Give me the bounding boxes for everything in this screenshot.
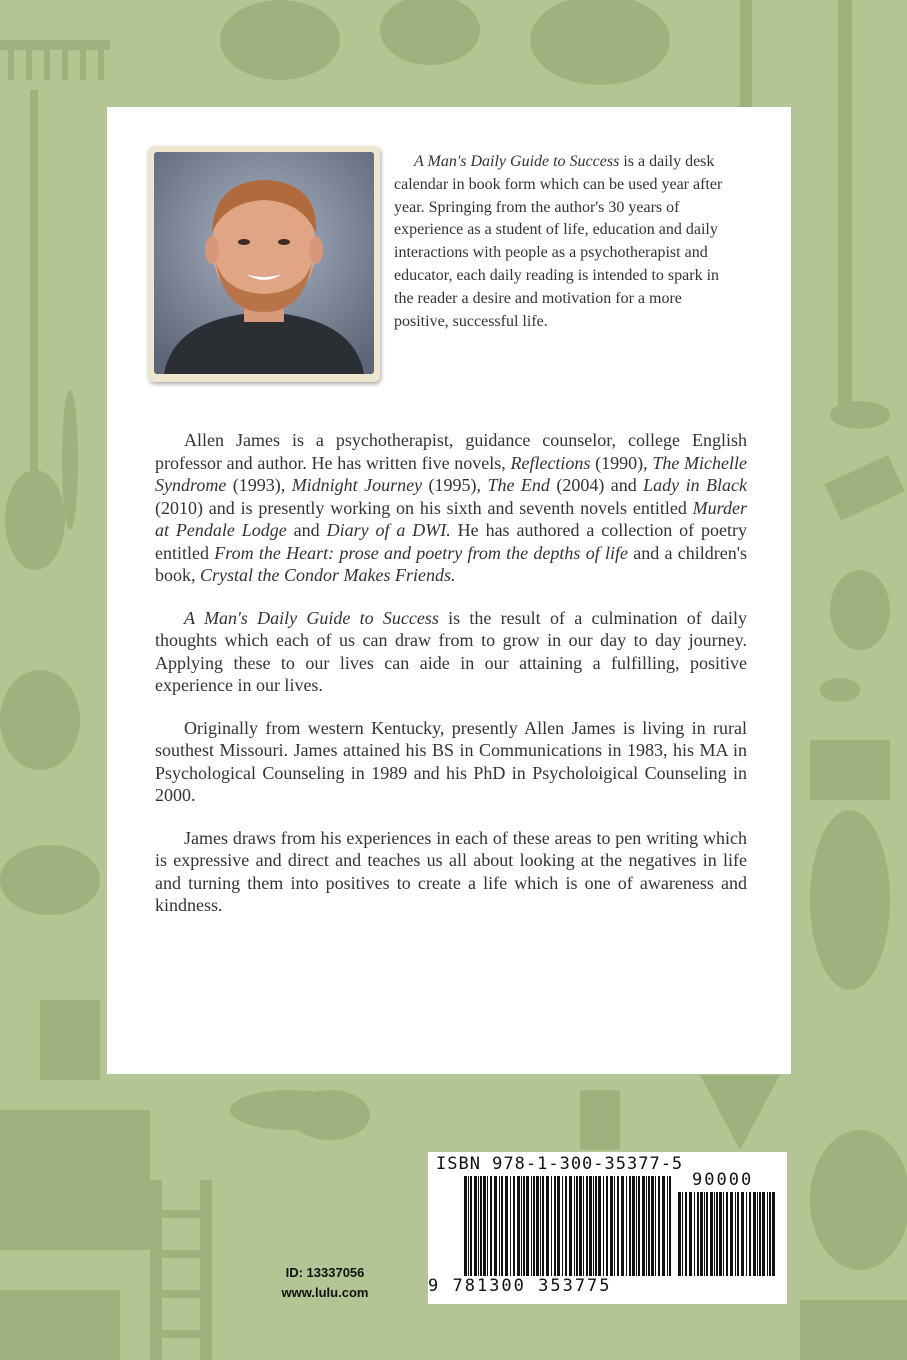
book-title: The End [487,475,550,495]
barcode-bar [470,1176,472,1276]
text-panel [107,107,791,1074]
barcode-bar [589,1176,592,1276]
barcode-bar [546,1176,549,1276]
barcode-bar [694,1192,695,1276]
barcode-bar [632,1176,635,1276]
publisher-site: www.lulu.com [281,1285,369,1300]
barcode-bar [667,1176,668,1276]
barcode-bar [685,1192,687,1276]
barcode-bar [726,1192,728,1276]
bio-text: (1993), [226,475,292,495]
barcode-bar [586,1176,588,1276]
barcode-bar [719,1192,722,1276]
barcode-bar [716,1192,718,1276]
bio-paragraph-2 [155,607,747,697]
barcode-bar [501,1176,503,1276]
bio-text: (1995), [422,475,488,495]
barcode-bar [730,1192,733,1276]
barcode-bar [769,1192,771,1276]
barcode-bar [626,1176,627,1276]
barcode-bar [723,1192,724,1276]
book-title: Midnight Journey [291,475,423,495]
barcode-bar [735,1192,736,1276]
price-code: 90000 [692,1170,754,1190]
barcode-bar [757,1192,758,1276]
barcode-bar [638,1176,640,1276]
barcode-bar [669,1176,671,1276]
barcode-bar [646,1176,647,1276]
barcode-bar [598,1176,601,1276]
isbn-barcode [428,1152,787,1304]
bio-text: He has authored a collection of poetry entitled [155,520,747,563]
barcode-bars [464,1176,674,1276]
bio-text: and a children's book, [155,542,747,585]
barcode-bar [565,1176,567,1276]
bio-text: (2004) and [549,475,644,495]
barcode-bar [710,1192,713,1276]
book-title: The Michelle Syndrome [155,452,747,495]
barcode-bar [474,1176,477,1276]
barcode-bar [617,1176,619,1276]
barcode-bar [574,1176,575,1276]
author-photo [154,152,374,374]
bio-paragraph-1 [155,429,747,587]
book-blurb [394,151,734,333]
barcode-bar [510,1176,511,1276]
barcode-digits: 9 781300 353775 [428,1276,612,1296]
barcode-bar [714,1192,715,1276]
book-title: A Man's Daily Guide to Success [184,607,439,628]
barcode-bar [753,1192,756,1276]
barcode-bar [595,1176,597,1276]
book-title: Crystal the Condor Makes Friends. [200,565,456,585]
book-title: Murder at Pendale Lodge [155,497,747,540]
bio-paragraph-3: Originally from western Kentucky, presently Allen James is living in rural southest Missouri. James attained his BS in Communications in 1983, his MA in Psychological Counseling in 1989 and his PhD in Psycholoigical Counseling in 2000. [155,717,747,805]
barcode-bar [583,1176,584,1276]
barcode-bar [523,1176,525,1276]
barcode-bar [772,1192,775,1276]
barcode-bar [517,1176,520,1276]
barcode-bar [610,1176,613,1276]
barcode-bar [490,1176,492,1276]
blurb-text: is a daily desk calendar in book form which can be used year after year. Springing from the author's 30 years of experience as a student of life, education and daily interactions with people as a psychotherapist and educator, each daily reading is intended to spark in the reader a desire and motivation for a more positive, successful life. [394,153,723,330]
barcode-bar [762,1192,765,1276]
barcode-bar [603,1176,604,1276]
book-title: Reflections [510,452,591,473]
book-title: From the Heart: prose and poetry from the depths of life [214,542,628,563]
barcode-bar [614,1176,615,1276]
isbn-label: ISBN 978-1-300-35377-5 [436,1154,684,1174]
barcode-bar [551,1176,552,1276]
bio-text: (1990), [590,452,653,473]
barcode-bar [531,1176,532,1276]
author-bio [155,429,747,937]
barcode-bar [706,1192,708,1276]
barcode-bar [621,1176,624,1276]
barcode-bar [494,1176,497,1276]
barcode-bar [678,1192,681,1276]
barcode-bar [689,1192,692,1276]
barcode-bar [682,1192,683,1276]
barcode-bar [746,1192,747,1276]
publisher-id: ID: 13337056 [285,1265,365,1280]
barcode-bar [499,1176,500,1276]
barcode-bar [697,1192,699,1276]
barcode-bar [557,1176,560,1276]
barcode-bar [540,1176,541,1276]
barcode-bar [468,1176,469,1276]
barcode-bar [737,1192,739,1276]
barcode-bar [629,1176,631,1276]
barcode-bar [636,1176,637,1276]
barcode-bar [464,1176,467,1276]
barcode-bar [533,1176,535,1276]
barcode-bar [648,1176,650,1276]
barcode-bar [704,1192,705,1276]
barcode-bar [767,1192,768,1276]
barcode-bar [562,1176,563,1276]
barcode-bar [593,1176,594,1276]
barcode-addon-bars [678,1192,778,1276]
barcode-bar [579,1176,582,1276]
barcode-bar [554,1176,556,1276]
barcode-bar [651,1176,654,1276]
barcode-bar [478,1176,479,1276]
blurb-book-title: A Man's Daily Guide to Success [414,153,620,170]
barcode-bar [513,1176,515,1276]
barcode-bar [576,1176,578,1276]
barcode-bar [662,1176,665,1276]
barcode-bar [487,1176,488,1276]
book-title: Diary of a DWI. [326,520,451,540]
barcode-bar [542,1176,544,1276]
barcode-bar [642,1176,645,1276]
author-photo-frame [148,146,380,382]
barcode-bar [606,1176,608,1276]
barcode-bar [655,1176,656,1276]
barcode-bar [526,1176,529,1276]
barcode-bar [480,1176,482,1276]
barcode-bar [749,1192,751,1276]
barcode-bar [536,1176,539,1276]
book-title: Lady in Black [643,475,747,495]
barcode-bar [521,1176,522,1276]
barcode-bar [505,1176,508,1276]
barcode-bar [700,1192,703,1276]
barcode-bar [483,1176,486,1276]
bio-text: Allen James is a psychotherapist, guidance counselor, college English professor and author. He has written five novels, [155,430,747,473]
bio-paragraph-4: James draws from his experiences in each of these areas to pen writing which is expressive and direct and teaches us all about looking at the negatives in life and turning them into positives to create a life which is one of awareness and kindness. [155,827,747,915]
barcode-bar [759,1192,761,1276]
barcode-bar [741,1192,744,1276]
bio-text: is the result of a culmination of daily thoughts which each of us can draw from to grow in our day to day journey. Applying these to our lives can aide in our attaining a fulfilling, positive experience in our lives. [155,607,747,695]
bio-text: (2010) and is presently working on his sixth and seventh novels entitled [155,497,693,518]
barcode-bar [658,1176,660,1276]
barcode-bar [569,1176,572,1276]
bio-text: and [286,520,327,540]
